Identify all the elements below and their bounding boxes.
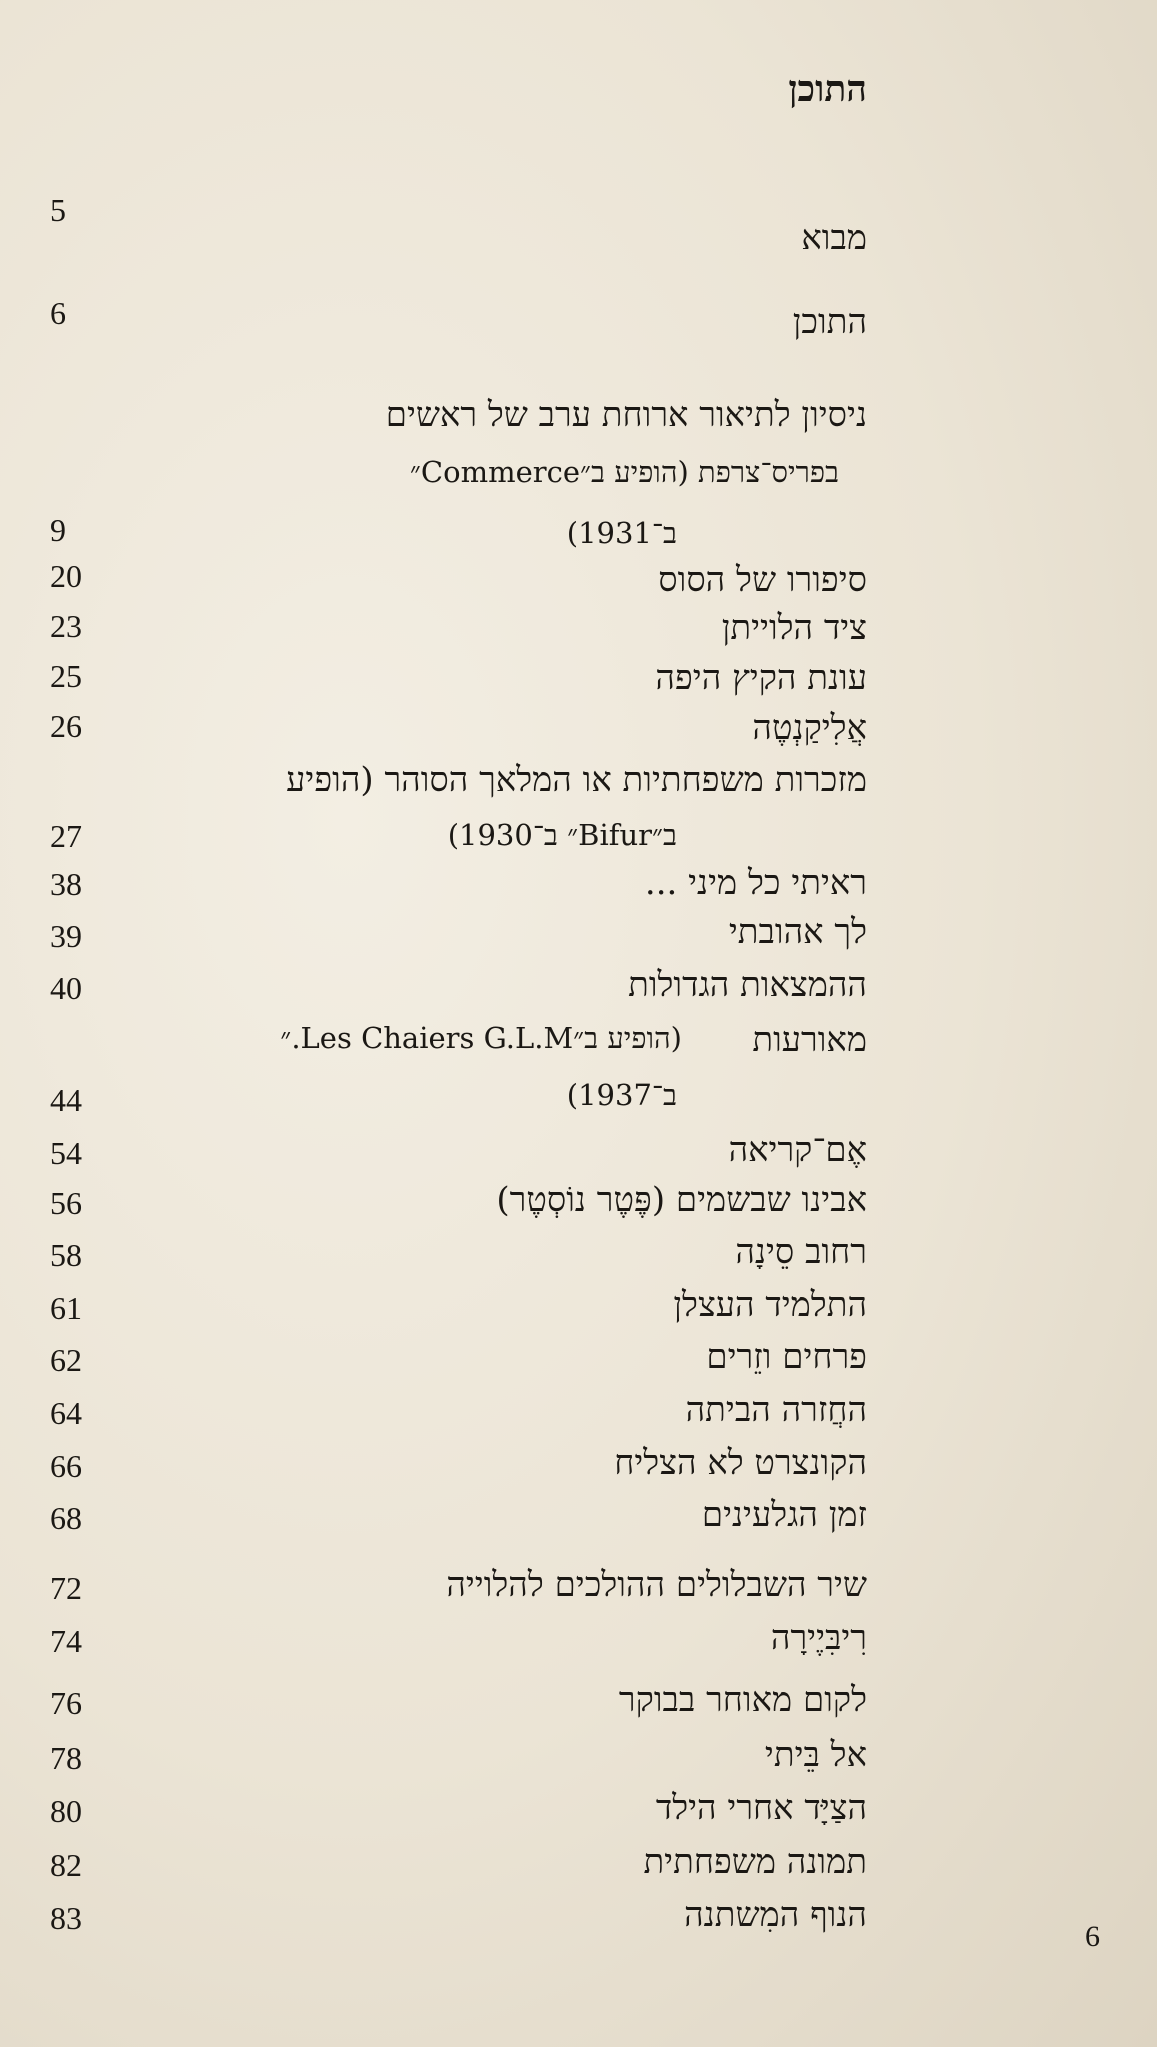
toc-entry: לך אהובתי bbox=[728, 912, 867, 952]
toc-entry: אֶם־קריאה bbox=[728, 1130, 867, 1170]
toc-entry: מבוא bbox=[801, 218, 867, 258]
toc-page-number: 39 bbox=[50, 918, 82, 954]
toc-entry: (הופיע ב״Les Chaiers G.L.M.״ bbox=[280, 1021, 682, 1055]
toc-page-number: 72 bbox=[50, 1570, 82, 1606]
toc-entry: ציד הלוייתן bbox=[721, 608, 867, 648]
toc-entry: רחוב סֵינָה bbox=[735, 1232, 867, 1272]
toc-entry: ניסיון לתיאור ארוחת ערב של ראשים bbox=[385, 395, 867, 435]
toc-page-number: 54 bbox=[50, 1135, 82, 1171]
toc-entry: מזכרות משפחתיות או המלאך הסוהר (הופיע bbox=[286, 760, 867, 800]
toc-entry: ב־1937) bbox=[566, 1078, 677, 1112]
toc-entry: זמן הגלעינים bbox=[701, 1495, 867, 1535]
toc-entry: מאורעות bbox=[752, 1020, 867, 1060]
toc-page-number: 44 bbox=[50, 1082, 82, 1118]
toc-page-number: 82 bbox=[50, 1847, 82, 1883]
toc-entry: עונת הקיץ היפה bbox=[655, 658, 867, 698]
toc-entry: ב״Bifur״ ב־1930) bbox=[447, 818, 677, 852]
page-folio-number: 6 bbox=[1085, 1920, 1100, 1953]
toc-page-number: 38 bbox=[50, 866, 82, 902]
toc-page-number: 80 bbox=[50, 1793, 82, 1829]
toc-entry: התלמיד העצלן bbox=[673, 1285, 867, 1325]
toc-entry: אל בֵּיתי bbox=[764, 1735, 867, 1775]
toc-page-number: 83 bbox=[50, 1900, 82, 1936]
toc-entry: הקונצרט לא הצליח bbox=[614, 1443, 867, 1483]
toc-page-number: 56 bbox=[50, 1185, 82, 1221]
toc-page-number: 64 bbox=[50, 1395, 82, 1431]
toc-page-number: 20 bbox=[50, 558, 82, 594]
toc-entry: לקום מאוחר בבוקר bbox=[618, 1680, 867, 1720]
toc-entry: תמונה משפחתית bbox=[643, 1842, 867, 1882]
toc-entry: החֲזרה הביתה bbox=[685, 1390, 867, 1430]
toc-page-number: 62 bbox=[50, 1342, 82, 1378]
toc-page-number: 27 bbox=[50, 818, 82, 854]
toc-page-number: 6 bbox=[50, 295, 66, 331]
toc-page-number: 74 bbox=[50, 1623, 82, 1659]
toc-entry: ראיתי כל מיני ... bbox=[644, 863, 867, 903]
toc-page-number: 58 bbox=[50, 1237, 82, 1273]
toc-entry: ההמצאות הגדולות bbox=[628, 965, 867, 1005]
toc-page-number: 76 bbox=[50, 1685, 82, 1721]
toc-page-number: 23 bbox=[50, 608, 82, 644]
toc-page-number: 40 bbox=[50, 970, 82, 1006]
toc-page-number: 68 bbox=[50, 1500, 82, 1536]
toc-entry: התוכן bbox=[792, 302, 867, 342]
toc-entry: ב־1931) bbox=[566, 516, 677, 550]
toc-entry: אֲלִיקַנְטֶה bbox=[752, 708, 867, 748]
toc-page-number: 9 bbox=[50, 512, 66, 548]
toc-entry-text: בפריס־צרפת (הופיע ב״Commerce״ bbox=[409, 455, 839, 489]
toc-page-number: 25 bbox=[50, 658, 82, 694]
toc-entry: אבינו שבשמים (פֶּטֶר נוֹסְטֶר) bbox=[496, 1180, 867, 1220]
page-title: התוכן bbox=[788, 68, 867, 110]
toc-entry: שיר השבלולים ההולכים להלוייה bbox=[446, 1565, 867, 1605]
toc-page-number: 5 bbox=[50, 192, 66, 228]
toc-page-number: 61 bbox=[50, 1290, 82, 1326]
toc-entry: סיפורו של הסוס bbox=[658, 560, 867, 600]
toc-page-number: 78 bbox=[50, 1740, 82, 1776]
toc-page-number: 26 bbox=[50, 708, 82, 744]
toc-entry: פרחים וזֵרים bbox=[706, 1337, 867, 1377]
toc-entry: רִיבִּיֶירָה bbox=[770, 1618, 867, 1658]
toc-entry: הצַיָּד אחרי הילד bbox=[655, 1788, 867, 1828]
toc-entry bbox=[410, 452, 839, 492]
toc-entry: הנוף המִשתנה bbox=[684, 1895, 867, 1935]
toc-page-number: 66 bbox=[50, 1448, 82, 1484]
